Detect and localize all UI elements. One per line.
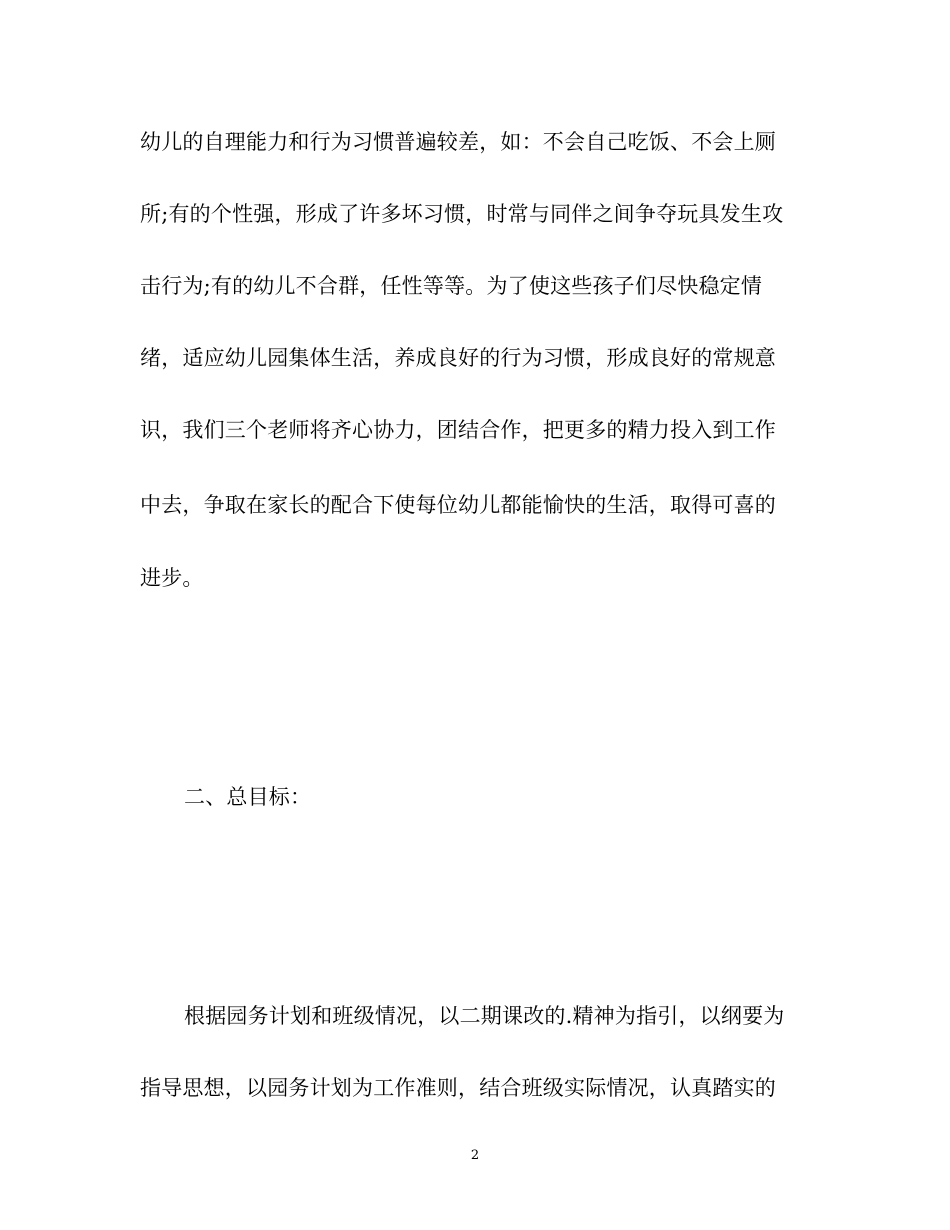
page-number: 2 — [470, 1148, 480, 1163]
body-text-line: 识，我们三个老师将齐心协力，团结合作，把更多的精力投入到工作 — [140, 418, 776, 442]
body-text-line: 指导思想，以园务计划为工作准则，结合班级实际情况，认真踏实的 — [140, 1076, 776, 1100]
section-heading: 二、总目标： — [184, 785, 312, 809]
body-text-line: 绪，适应幼儿园集体生活，养成良好的行为习惯，形成良好的常规意 — [140, 346, 776, 370]
body-text-line: 进步。 — [140, 566, 204, 590]
body-text-line: 中去，争取在家长的配合下使每位幼儿都能愉快的生活，取得可喜的 — [140, 493, 776, 517]
body-text-line: 击行为;有的幼儿不合群，任性等等。为了使这些孩子们尽快稳定情 — [140, 274, 763, 298]
body-text-line: 所;有的个性强，形成了许多坏习惯，时常与同伴之间争夺玩具发生攻 — [140, 202, 784, 226]
body-text-line: 幼儿的自理能力和行为习惯普遍较差，如：不会自己吃饭、不会上厕 — [140, 130, 776, 154]
body-text-line: 根据园务计划和班级情况，以二期课改的.精神为指引，以纲要为 — [184, 1004, 785, 1028]
